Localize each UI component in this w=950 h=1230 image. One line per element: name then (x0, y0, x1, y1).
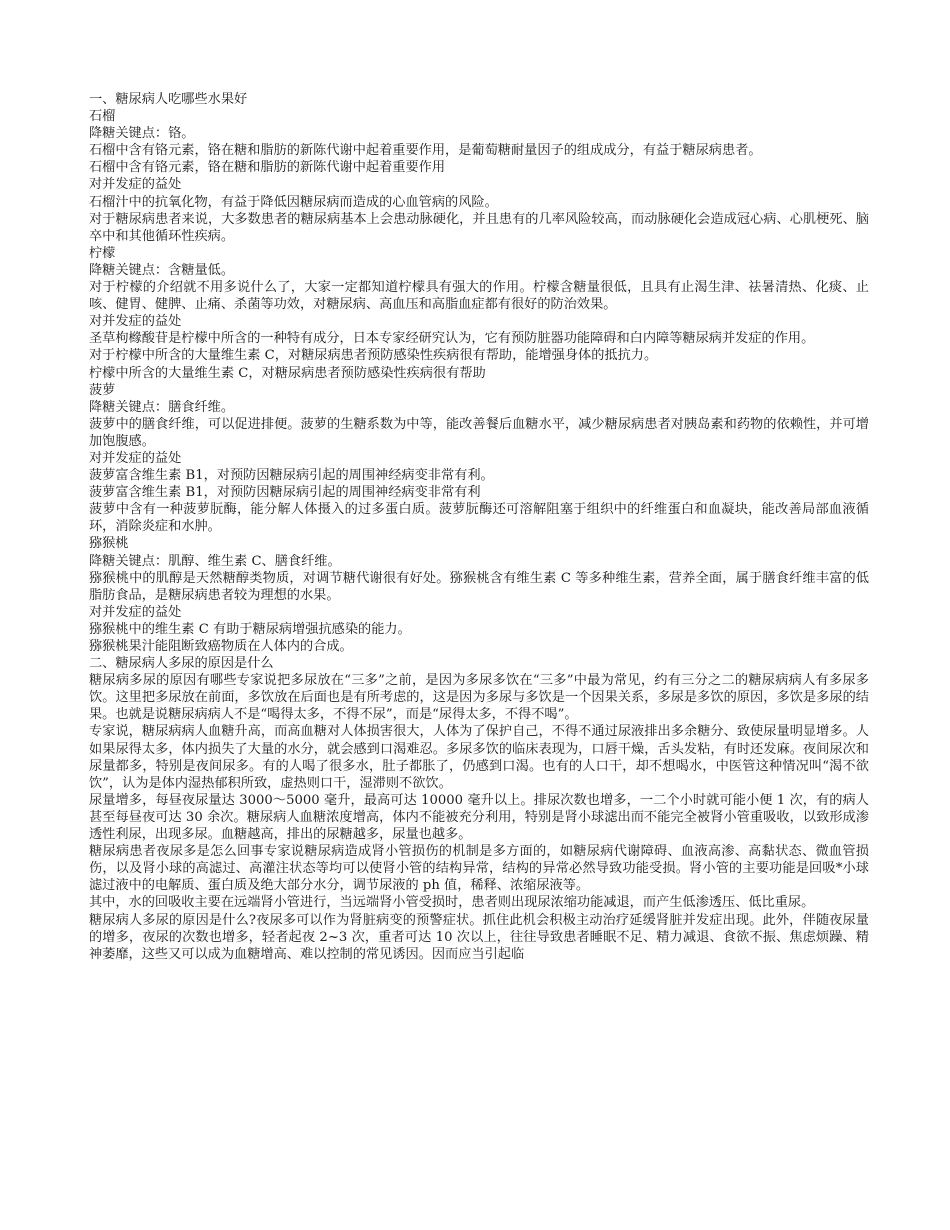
section-heading-fruits: 一、糖尿病人吃哪些水果好 (89, 92, 248, 107)
paragraph: 专家说，糖尿病病人血糖升高，而高血糖对人体损害很大，人体为了保护自己，不得不通过尿液排出多余糖分、致使尿量明显增多。人如果尿得太多，体内损失了大量的水分，就会感到口渴难忍。多尿多饮的临床表现为，口唇干燥，舌头发粘，有时还发麻。夜间尿次和尿量都多，特别是夜间尿多。有的人喝了很多水，肚子都胀了，仍感到口渴。也有的人口干，却不想喝水，中医管这种情况叫“渴不欲饮”，认为是体内湿热郁积所致，虚热则口干，湿滞则不欲饮。 (89, 724, 869, 791)
paragraph: 尿量增多，每昼夜尿量达 3000～5000 毫升，最高可达 10000 毫升以上。排尿次数也增多，一二个小时就可能小便 1 次，有的病人甚至每昼夜可达 30 余次。糖尿病人血糖浓度增高，体内不能被充分利用，特别是肾小球滤出而不能完全被肾小管重吸收，以致形成渗透性利尿，出现多尿。血糖越高，排出的尿糖越多，尿量也越多。 (89, 792, 869, 843)
paragraph: 糖尿病患者夜尿多是怎么回事专家说糖尿病造成肾小管损伤的机制是多方面的，如糖尿病代谢障碍、血液高渗、高黏状态、微血管损伤，以及肾小球的高滤过、高灌注状态等均可以使肾小管的结构异常，结构的异常必然导致功能受损。肾小管的主要功能是回吸*小球滤过液中的电解质、蛋白质及绝大部分水分，调节尿液的 ph 值，稀释、浓缩尿液等。 (89, 844, 869, 894)
paragraph: 对并发症的益处 (89, 604, 182, 620)
paragraph: 菠萝富含维生素 B1，对预防因糖尿病引起的周围神经病变非常有利。 (89, 468, 494, 484)
paragraph: 糖尿病多尿的原因有哪些专家说把多尿放在“三多”之前，是因为多尿多饮在“三多”中最为常见，约有三分之二的糖尿病病人有多尿多饮。这里把多尿放在前面，多饮放在后面也是有所考虑的，这是因为多尿与多饮是一个因果关系，多尿是多饮的原因，多饮是多尿的结果。也就是说糖尿病病人不是“喝得太多，不得不尿”，而是“尿得太多，不得不喝”。 (89, 673, 869, 723)
paragraph: 糖尿病人多尿的原因是什么?夜尿多可以作为肾脏病变的预警症状。抓住此机会积极主动治疗延缓肾脏并发症出现。此外，伴随夜尿量的增多，夜尿的次数也增多，轻者起夜 2~3 次，重者可达 10 次以上，往往导致患者睡眠不足、精力减退、食欲不振、焦虑烦躁、精神萎靡，这些又可以成为血糖增高、难以控制的常见诱因。因而应当引起临 (89, 912, 869, 962)
subheading-pineapple: 菠萝 (89, 382, 116, 398)
document-page (89, 91, 869, 963)
paragraph: 石榴中含有铬元素，铬在糖和脂肪的新陈代谢中起着重要作用，是葡萄糖耐量因子的组成成分，有益于糖尿病患者。 (89, 143, 762, 159)
paragraph: 石榴汁中的抗氧化物，有益于降低因糖尿病而造成的心血管病的风险。 (89, 194, 498, 210)
paragraph: 猕猴桃果汁能阻断致癌物质在人体内的合成。 (89, 639, 353, 654)
paragraph: 圣草枸橼酸苷是柠檬中所含的一种特有成分，日本专家经研究认为，它有预防脏器功能障碍和白内障等糖尿病并发症的作用。 (89, 331, 815, 347)
section-heading-polyuria: 二、糖尿病人多尿的原因是什么 (89, 656, 274, 672)
paragraph: 菠萝中含有一种菠萝朊酶，能分解人体摄入的过多蛋白质。菠萝朊酶还可溶解阻塞于组织中的纤维蛋白和血凝块，能改善局部血液循环，消除炎症和水肿。 (89, 502, 869, 535)
paragraph: 对于糖尿病患者来说，大多数患者的糖尿病基本上会患动脉硬化，并且患有的几率风险较高，而动脉硬化会造成冠心病、心肌梗死、脑卒中和其他循环性疾病。 (89, 211, 869, 244)
paragraph: 降糖关键点：铬。 (89, 126, 195, 142)
paragraph: 菠萝富含维生素 B1，对预防因糖尿病引起的周围神经病变非常有利 (89, 485, 481, 501)
paragraph: 降糖关键点：肌醇、维生素 C、膳食纤维。 (89, 553, 341, 569)
paragraph: 对并发症的益处 (89, 314, 182, 330)
subheading-pomegranate: 石榴 (89, 109, 116, 125)
paragraph: 柠檬中所含的大量维生素 C，对糖尿病患者预防感染性疾病很有帮助 (89, 365, 486, 381)
paragraph: 对并发症的益处 (89, 177, 182, 193)
paragraph: 菠萝中的膳食纤维，可以促进排便。菠萝的生糖系数为中等，能改善餐后血糖水平，减少糖尿病患者对胰岛素和药物的依赖性，并可增加饱腹感。 (89, 416, 869, 449)
paragraph: 降糖关键点：含糖量低。 (89, 262, 235, 278)
paragraph: 对并发症的益处 (89, 450, 182, 466)
paragraph: 降糖关键点：膳食纤维。 (89, 399, 235, 415)
paragraph: 其中，水的回吸收主要在远端肾小管进行，当远端肾小管受损时，患者则出现尿浓缩功能减退，而产生低渗透压、低比重尿。 (89, 895, 815, 911)
paragraph: 对于柠檬中所含的大量维生素 C，对糖尿病患者预防感染性疾病很有帮助，能增强身体的抵抗力。 (89, 348, 658, 364)
subheading-kiwi: 猕猴桃 (89, 536, 129, 552)
paragraph: 对于柠檬的介绍就不用多说什么了，大家一定都知道柠檬具有强大的作用。柠檬含糖量很低，且具有止渴生津、祛暑清热、化痰、止咳、健胃、健脾、止痛、杀菌等功效，对糖尿病、高血压和高脂血症都有很好的防治效果。 (89, 280, 869, 313)
paragraph: 猕猴桃中的维生素 C 有助于糖尿病增强抗感染的能力。 (89, 621, 411, 637)
subheading-lemon: 柠檬 (89, 245, 116, 261)
paragraph: 猕猴桃中的肌醇是天然糖醇类物质，对调节糖代谢很有好处。猕猴桃含有维生素 C 等多种维生素，营养全面，属于膳食纤维丰富的低脂肪食品，是糖尿病患者较为理想的水果。 (89, 570, 869, 603)
paragraph: 石榴中含有铬元素，铬在糖和脂肪的新陈代谢中起着重要作用 (89, 160, 446, 176)
